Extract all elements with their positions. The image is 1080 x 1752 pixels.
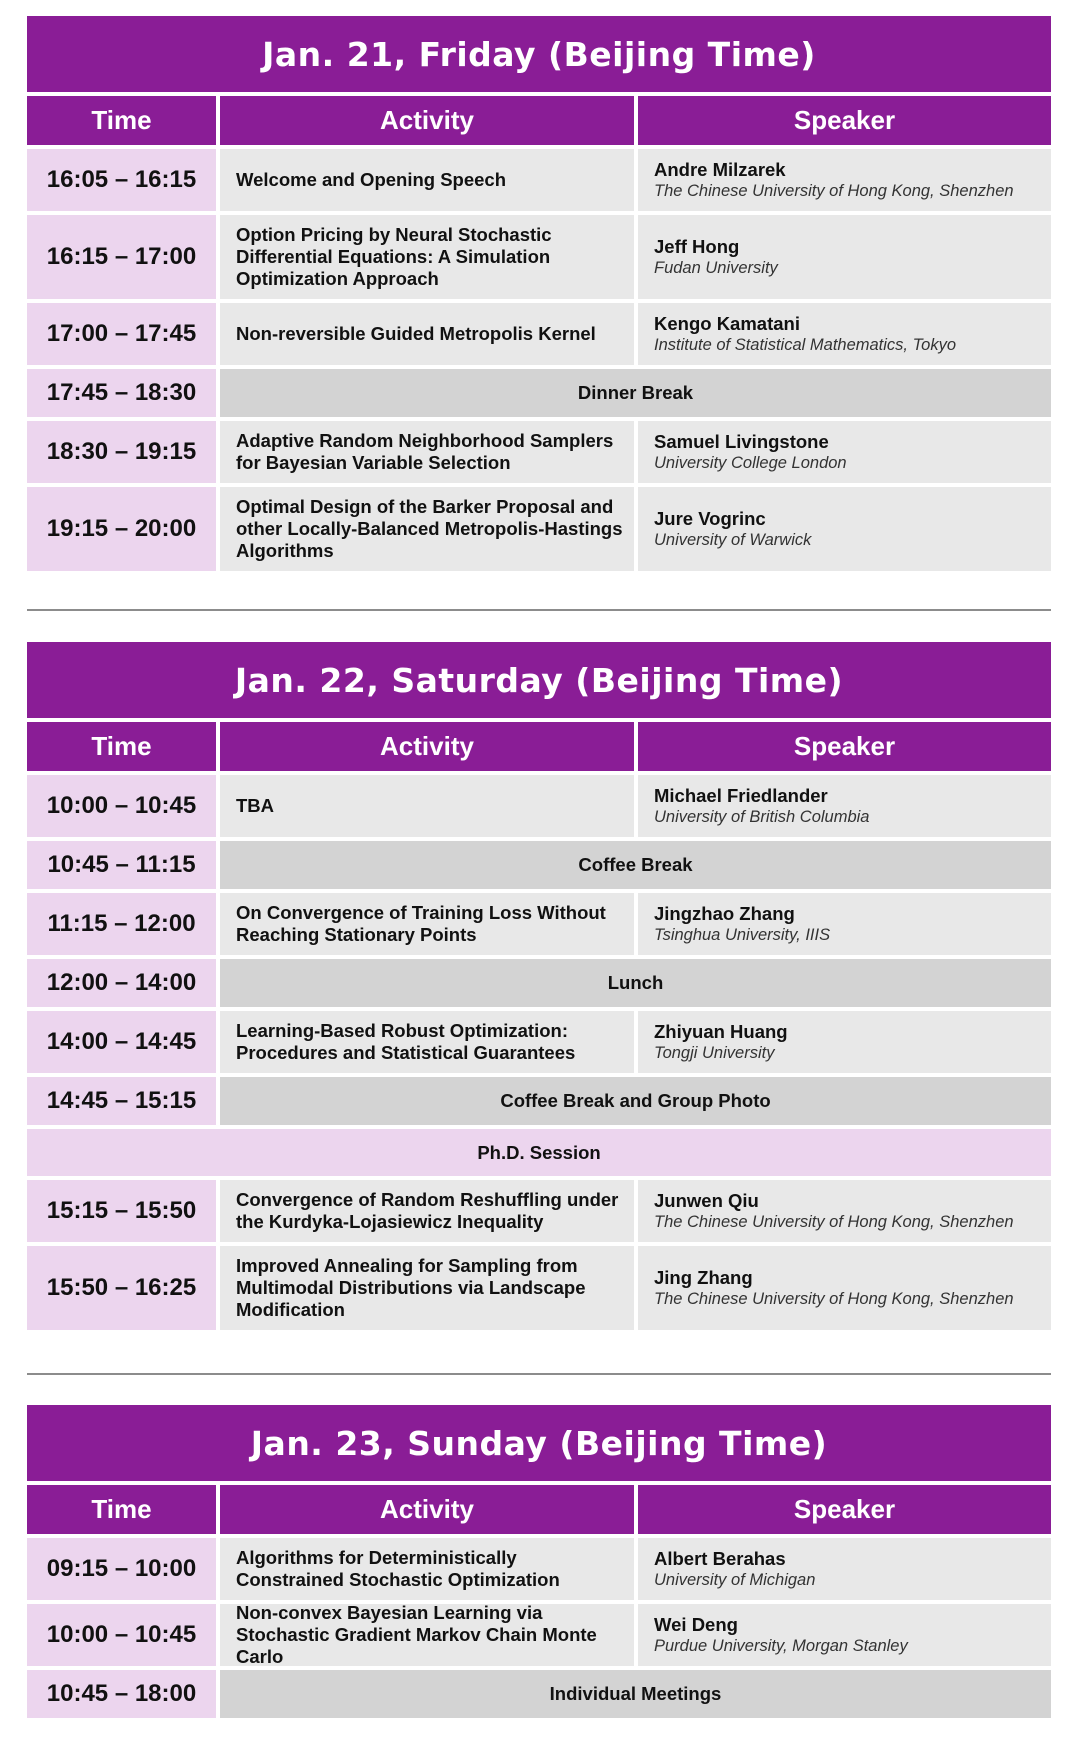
speaker-name: Andre Milzarek — [654, 159, 786, 180]
day-schedule-3 — [27, 1405, 1051, 1718]
speaker-name: Wei Deng — [654, 1614, 738, 1635]
speaker-cell — [638, 893, 1051, 955]
speaker-affiliation: Fudan University — [654, 259, 778, 277]
header-activity: Activity — [220, 722, 634, 771]
speaker-affiliation: University of British Columbia — [654, 808, 870, 826]
time-cell: 11:15 – 12:00 — [27, 893, 216, 955]
activity-cell: Welcome and Opening Speech — [220, 149, 634, 211]
time-cell: 10:45 – 11:15 — [27, 841, 216, 889]
speaker-affiliation: University of Michigan — [654, 1571, 816, 1589]
time-cell: 09:15 – 10:00 — [27, 1538, 216, 1600]
speaker-name: Jure Vogrinc — [654, 508, 766, 529]
time-cell: 16:15 – 17:00 — [27, 215, 216, 299]
break-cell: Coffee Break — [220, 841, 1051, 889]
speaker-cell — [638, 1604, 1051, 1666]
break-cell: Dinner Break — [220, 369, 1051, 417]
schedule-table — [27, 1485, 1051, 1718]
activity-cell: Learning-Based Robust Optimization: Procedures and Statistical Guarantees — [220, 1011, 634, 1073]
speaker-affiliation: The Chinese University of Hong Kong, Shenzhen — [654, 1213, 1014, 1231]
time-cell: 18:30 – 19:15 — [27, 421, 216, 483]
activity-cell: Improved Annealing for Sampling from Multimodal Distributions via Landscape Modification — [220, 1246, 634, 1330]
speaker-cell — [638, 149, 1051, 211]
speaker-affiliation: Tongji University — [654, 1044, 775, 1062]
speaker-cell — [638, 1011, 1051, 1073]
speaker-name: Junwen Qiu — [654, 1190, 759, 1211]
speaker-affiliation: The Chinese University of Hong Kong, Shenzhen — [654, 182, 1014, 200]
day-schedule-1 — [27, 16, 1051, 571]
speaker-affiliation: The Chinese University of Hong Kong, Shenzhen — [654, 1290, 1014, 1308]
speaker-affiliation: Tsinghua University, IIIS — [654, 926, 831, 944]
activity-cell: Non-convex Bayesian Learning via Stochastic Gradient Markov Chain Monte Carlo — [220, 1604, 634, 1666]
header-time: Time — [27, 722, 216, 771]
speaker-cell — [638, 775, 1051, 837]
activity-cell: Option Pricing by Neural Stochastic Differential Equations: A Simulation Optimization Approach — [220, 215, 634, 299]
speaker-cell — [638, 421, 1051, 483]
speaker-affiliation: University of Warwick — [654, 531, 812, 549]
break-cell: Individual Meetings — [220, 1670, 1051, 1718]
time-cell: 16:05 – 16:15 — [27, 149, 216, 211]
speaker-name: Albert Berahas — [654, 1548, 786, 1569]
time-cell: 17:00 – 17:45 — [27, 303, 216, 365]
speaker-cell — [638, 487, 1051, 571]
activity-cell: Algorithms for Deterministically Constrained Stochastic Optimization — [220, 1538, 634, 1600]
schedule-table — [27, 96, 1051, 571]
activity-cell: Convergence of Random Reshuffling under the Kurdyka-Lojasiewicz Inequality — [220, 1180, 634, 1242]
speaker-affiliation: Purdue University, Morgan Stanley — [654, 1637, 908, 1655]
speaker-cell — [638, 1180, 1051, 1242]
speaker-name: Jeff Hong — [654, 236, 740, 257]
session-banner: Ph.D. Session — [27, 1129, 1051, 1176]
time-cell: 17:45 – 18:30 — [27, 369, 216, 417]
break-cell: Coffee Break and Group Photo — [220, 1077, 1051, 1125]
time-cell: 14:00 – 14:45 — [27, 1011, 216, 1073]
header-activity: Activity — [220, 96, 634, 145]
activity-cell: TBA — [220, 775, 634, 837]
time-cell: 10:45 – 18:00 — [27, 1670, 216, 1718]
header-time: Time — [27, 96, 216, 145]
time-cell: 14:45 – 15:15 — [27, 1077, 216, 1125]
break-cell: Lunch — [220, 959, 1051, 1007]
time-cell: 10:00 – 10:45 — [27, 775, 216, 837]
header-speaker: Speaker — [638, 722, 1051, 771]
activity-cell: Adaptive Random Neighborhood Samplers for Bayesian Variable Selection — [220, 421, 634, 483]
speaker-cell — [638, 1538, 1051, 1600]
speaker-name: Kengo Kamatani — [654, 313, 800, 334]
header-activity: Activity — [220, 1485, 634, 1534]
speaker-name: Jing Zhang — [654, 1267, 753, 1288]
speaker-name: Samuel Livingstone — [654, 431, 829, 452]
speaker-cell — [638, 1246, 1051, 1330]
activity-cell: Non-reversible Guided Metropolis Kernel — [220, 303, 634, 365]
day-title: Jan. 22, Saturday (Beijing Time) — [27, 642, 1051, 718]
day-title: Jan. 21, Friday (Beijing Time) — [27, 16, 1051, 92]
activity-cell: On Convergence of Training Loss Without Reaching Stationary Points — [220, 893, 634, 955]
header-speaker: Speaker — [638, 96, 1051, 145]
time-cell: 15:50 – 16:25 — [27, 1246, 216, 1330]
activity-cell: Optimal Design of the Barker Proposal and other Locally-Balanced Metropolis-Hastings Algorithms — [220, 487, 634, 571]
time-cell: 19:15 – 20:00 — [27, 487, 216, 571]
section-divider — [27, 1373, 1051, 1375]
header-speaker: Speaker — [638, 1485, 1051, 1534]
section-divider — [27, 609, 1051, 611]
speaker-cell — [638, 215, 1051, 299]
speaker-affiliation: University College London — [654, 454, 847, 472]
speaker-cell — [638, 303, 1051, 365]
day-title: Jan. 23, Sunday (Beijing Time) — [27, 1405, 1051, 1481]
time-cell: 15:15 – 15:50 — [27, 1180, 216, 1242]
speaker-name: Zhiyuan Huang — [654, 1021, 788, 1042]
time-cell: 10:00 – 10:45 — [27, 1604, 216, 1666]
day-schedule-2 — [27, 642, 1051, 1330]
speaker-name: Jingzhao Zhang — [654, 903, 795, 924]
speaker-name: Michael Friedlander — [654, 785, 828, 806]
speaker-affiliation: Institute of Statistical Mathematics, Tokyo — [654, 336, 957, 354]
header-time: Time — [27, 1485, 216, 1534]
schedule-table — [27, 722, 1051, 1330]
time-cell: 12:00 – 14:00 — [27, 959, 216, 1007]
